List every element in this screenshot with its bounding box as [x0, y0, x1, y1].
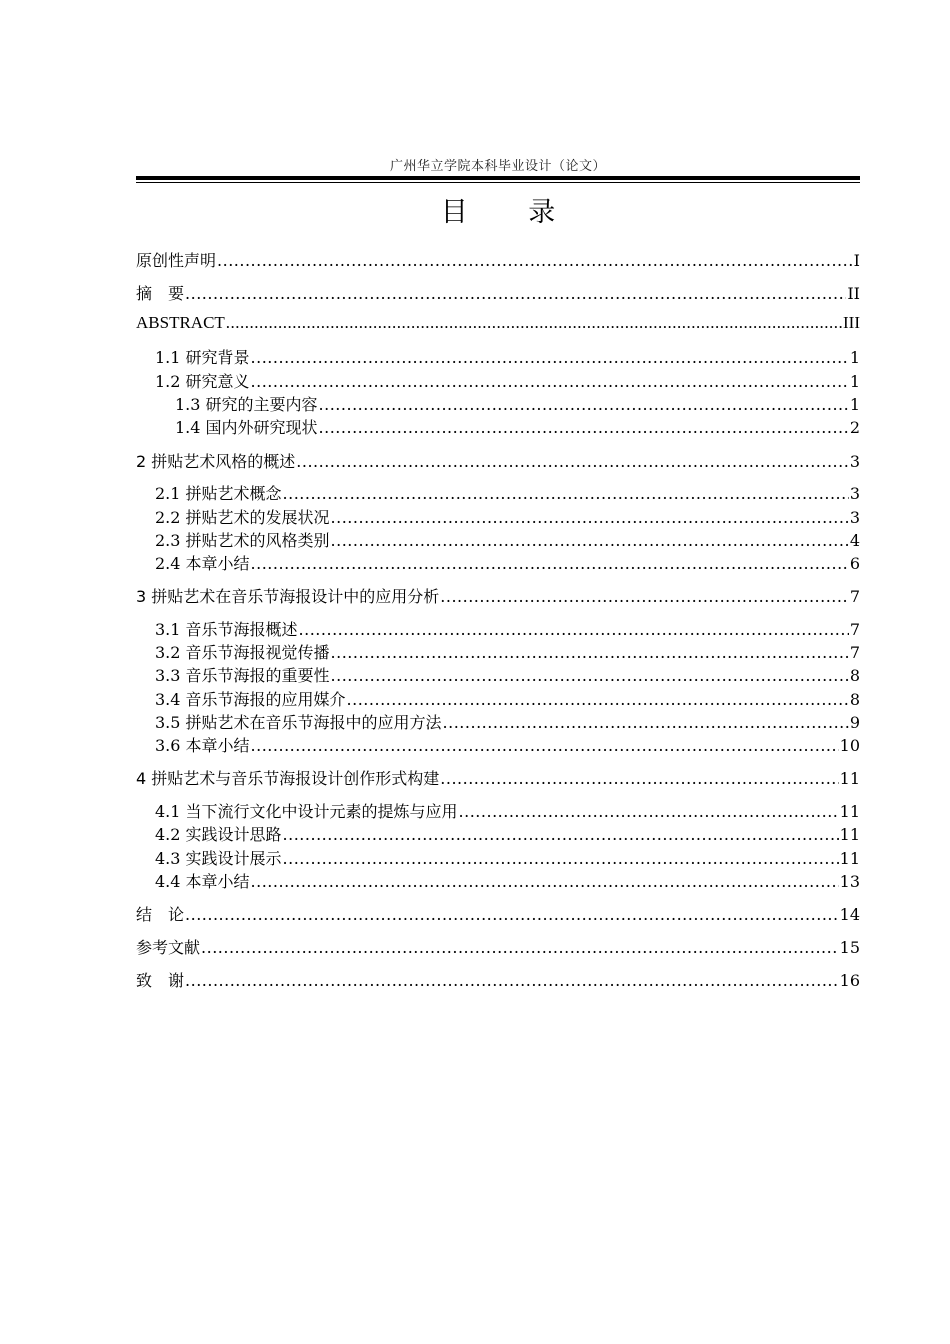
toc-entry-2-1[interactable]: 2.1 拼贴艺术概念 ..... 3: [155, 481, 860, 504]
toc-entry-1-3[interactable]: 1.3 研究的主要内容 ..... 1: [175, 392, 860, 415]
toc-entry-3-6[interactable]: 3.6 本章小结 ..... 10: [155, 733, 860, 756]
toc-entry-chapter-4[interactable]: 4 拼贴艺术与音乐节海报设计创作形式构建 ..... 11: [136, 766, 860, 789]
toc-entry-4-2[interactable]: 4.2 实践设计思路 ..... 11: [155, 822, 860, 845]
toc-entry-1-1[interactable]: 1.1 研究背景 ..... 1: [155, 345, 860, 368]
toc-entry-1-2[interactable]: 1.2 研究意义 ..... 1: [155, 369, 860, 392]
toc-entry-4-3[interactable]: 4.3 实践设计展示 ..... 11: [155, 846, 860, 869]
toc-entry-conclusion[interactable]: 结 论 ..... 14: [136, 902, 860, 925]
toc-title: 目 录: [440, 197, 582, 228]
toc-entry-chapter-3[interactable]: 3 拼贴艺术在音乐节海报设计中的应用分析 ..... 7: [136, 584, 860, 607]
toc-entry-chapter-2[interactable]: 2 拼贴艺术风格的概述 ..... 3: [136, 449, 860, 472]
toc-entry-1-4[interactable]: 1.4 国内外研究现状 ..... 2: [175, 415, 860, 438]
toc-entry-2-4[interactable]: 2.4 本章小结 ..... 6: [155, 551, 860, 574]
toc-entry-3-2[interactable]: 3.2 音乐节海报视觉传播 ..... 7: [155, 640, 860, 663]
toc-entry-3-5[interactable]: 3.5 拼贴艺术在音乐节海报中的应用方法 ..... 9: [155, 710, 860, 733]
toc-entry-acknowledgements[interactable]: 致 谢 ..... 16: [136, 968, 860, 991]
header-rule-thick: [136, 176, 860, 180]
toc-entry-abstract-en[interactable]: ABSTRACT ..... III: [136, 313, 860, 333]
toc-entry-4-4[interactable]: 4.4 本章小结 ..... 13: [155, 869, 860, 892]
toc-entry-originality[interactable]: 原创性声明 ..... I: [136, 248, 860, 271]
toc-entry-3-1[interactable]: 3.1 音乐节海报概述 ..... 7: [155, 617, 860, 640]
toc-entry-4-1[interactable]: 4.1 当下流行文化中设计元素的提炼与应用 ..... 11: [155, 799, 860, 822]
toc-entry-abstract-cn[interactable]: 摘 要 ..... II: [136, 281, 860, 304]
toc-entry-3-4[interactable]: 3.4 音乐节海报的应用媒介 ..... 8: [155, 687, 860, 710]
header-rule-thin: [136, 182, 860, 183]
page-header: 广州华立学院本科毕业设计（论文）: [389, 159, 606, 174]
toc-entry-3-3[interactable]: 3.3 音乐节海报的重要性 ..... 8: [155, 663, 860, 686]
toc-entry-2-2[interactable]: 2.2 拼贴艺术的发展状况 ..... 3: [155, 505, 860, 528]
toc-entry-references[interactable]: 参考文献 ..... 15: [136, 935, 860, 958]
toc-entry-2-3[interactable]: 2.3 拼贴艺术的风格类别 ..... 4: [155, 528, 860, 551]
